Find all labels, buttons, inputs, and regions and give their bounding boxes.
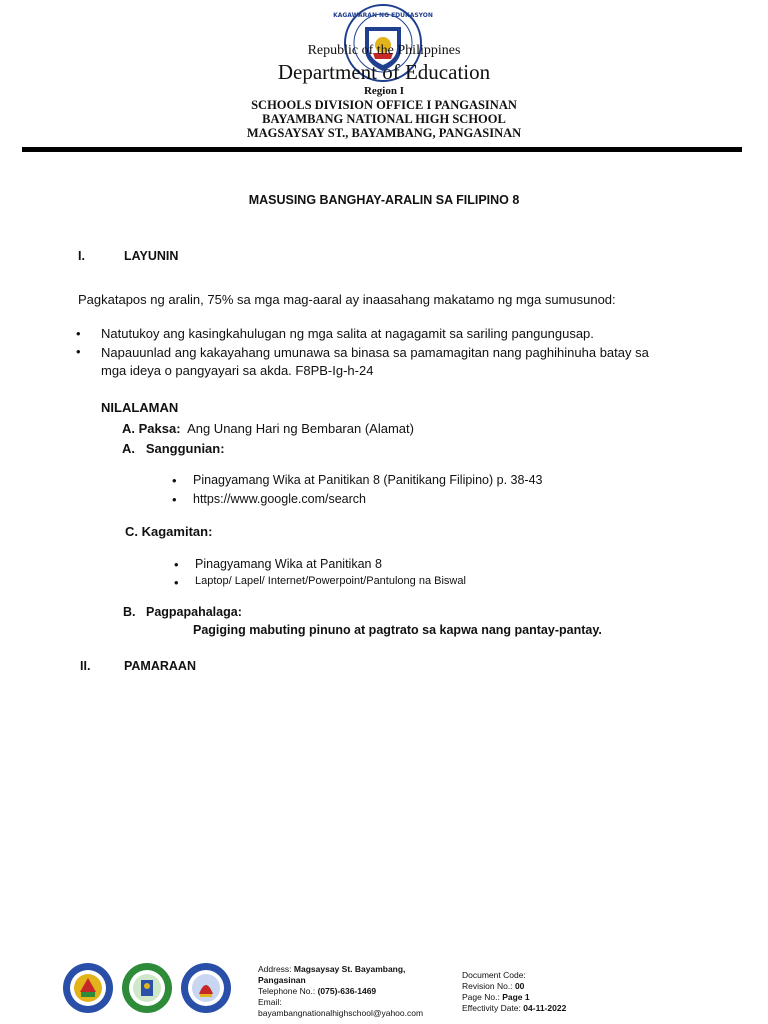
intro-paragraph: Pagkatapos ng aralin, 75% sa mga mag-aaral ay inaasahang makatamo ng mga sumusunod:	[78, 292, 616, 307]
kagamitan-item: Pinagyamang Wika at Panitikan 8	[195, 557, 382, 571]
bullet-icon: •	[172, 492, 177, 507]
section-title-layunin: LAYUNIN	[124, 249, 179, 263]
address-label: Address:	[258, 964, 292, 974]
document-title: MASUSING BANGHAY-ARALIN SA FILIPINO 8	[248, 193, 520, 207]
footer-document-info	[462, 970, 566, 1014]
paksa-label: A. Paksa:	[122, 421, 181, 436]
revision-value: 00	[514, 981, 525, 991]
paksa-value: Ang Unang Hari ng Bembaran (Alamat)	[187, 421, 414, 436]
bullet-icon: •	[174, 575, 179, 590]
header-division: SCHOOLS DIVISION OFFICE I PANGASINAN	[251, 98, 517, 112]
objective-item: Natutukoy ang kasingkahulugan ng mga salita at nagagamit sa sariling pangungusap.	[101, 326, 594, 341]
section-number: II.	[80, 659, 91, 673]
telephone-label: Telephone No.:	[258, 986, 316, 996]
division-office-logo-icon	[62, 962, 114, 1014]
objective-line: Napauunlad ang kakayahang umunawa sa binasa sa pamamagitan nang paghihinuha batay sa	[101, 345, 649, 360]
bullet-icon: •	[172, 473, 177, 488]
kagamitan-item: Laptop/ Lapel/ Internet/Powerpoint/Pantulong na Biswal	[195, 575, 466, 587]
effectivity-value: 04-11-2022	[523, 1003, 567, 1013]
footer-address-line	[258, 964, 423, 975]
page-label: Page No.:	[462, 992, 500, 1002]
header-school: BAYAMBANG NATIONAL HIGH SCHOOL	[262, 112, 506, 126]
bayambang-nhs-logo-icon	[180, 962, 232, 1014]
header-divider	[22, 147, 742, 152]
header-department: Department of Education	[277, 60, 491, 84]
sanggunian-link[interactable]: https://www.google.com/search	[193, 492, 366, 506]
bayambang-district-logo-icon	[121, 962, 173, 1014]
pagpapahalaga-label: Pagpapahalaga:	[146, 605, 242, 619]
paksa-row	[122, 421, 414, 436]
footer-telephone-line	[258, 986, 423, 997]
sanggunian-label: A. Sanggunian:	[122, 441, 225, 456]
telephone-value: (075)-636-1469	[317, 986, 377, 996]
pagpapahalaga-value: Pagiging mabuting pinuno at pagtrato sa kapwa nang pantay-pantay.	[193, 623, 602, 637]
page-line	[462, 992, 566, 1003]
document-code-label: Document Code:	[462, 970, 526, 980]
address-value: Magsaysay St. Bayambang,	[293, 964, 406, 974]
bullet-icon: •	[174, 557, 179, 572]
effectivity-line	[462, 1003, 566, 1014]
effectivity-label: Effectivity Date:	[462, 1003, 521, 1013]
email-value[interactable]: bayambangnationalhighschool@yahoo.com	[258, 1008, 424, 1018]
email-label: Email:	[258, 997, 282, 1007]
bullet-icon: •	[76, 344, 81, 359]
kagamitan-label: C. Kagamitan:	[125, 524, 213, 539]
page-value: Page 1	[502, 992, 530, 1002]
revision-line	[462, 981, 566, 992]
svg-text:KAGAWARAN NG EDUKASYON: KAGAWARAN NG EDUKASYON	[333, 12, 433, 19]
revision-label: Revision No.:	[462, 981, 513, 991]
bullet-icon: •	[76, 326, 81, 341]
section-number: I.	[78, 249, 85, 263]
header-address: MAGSAYSAY ST., BAYAMBANG, PANGASINAN	[246, 126, 522, 140]
objective-line: mga ideya o pangyayari sa akda. F8PB-Ig-h-24	[101, 363, 374, 378]
footer-contact	[258, 964, 423, 1019]
pagpapahalaga-letter: B.	[123, 605, 136, 619]
nilalaman-heading: NILALAMAN	[101, 400, 179, 415]
objective-item	[101, 344, 649, 380]
section-title-pamaraan: PAMARAAN	[124, 659, 196, 673]
header-republic: Republic of the Philippines	[307, 43, 461, 58]
address-value-cont: Pangasinan	[258, 975, 306, 985]
header-region: Region I	[363, 85, 405, 97]
sanggunian-item: Pinagyamang Wika at Panitikan 8 (Panitikang Filipino) p. 38-43	[193, 473, 543, 487]
footer-address-line	[258, 975, 423, 986]
